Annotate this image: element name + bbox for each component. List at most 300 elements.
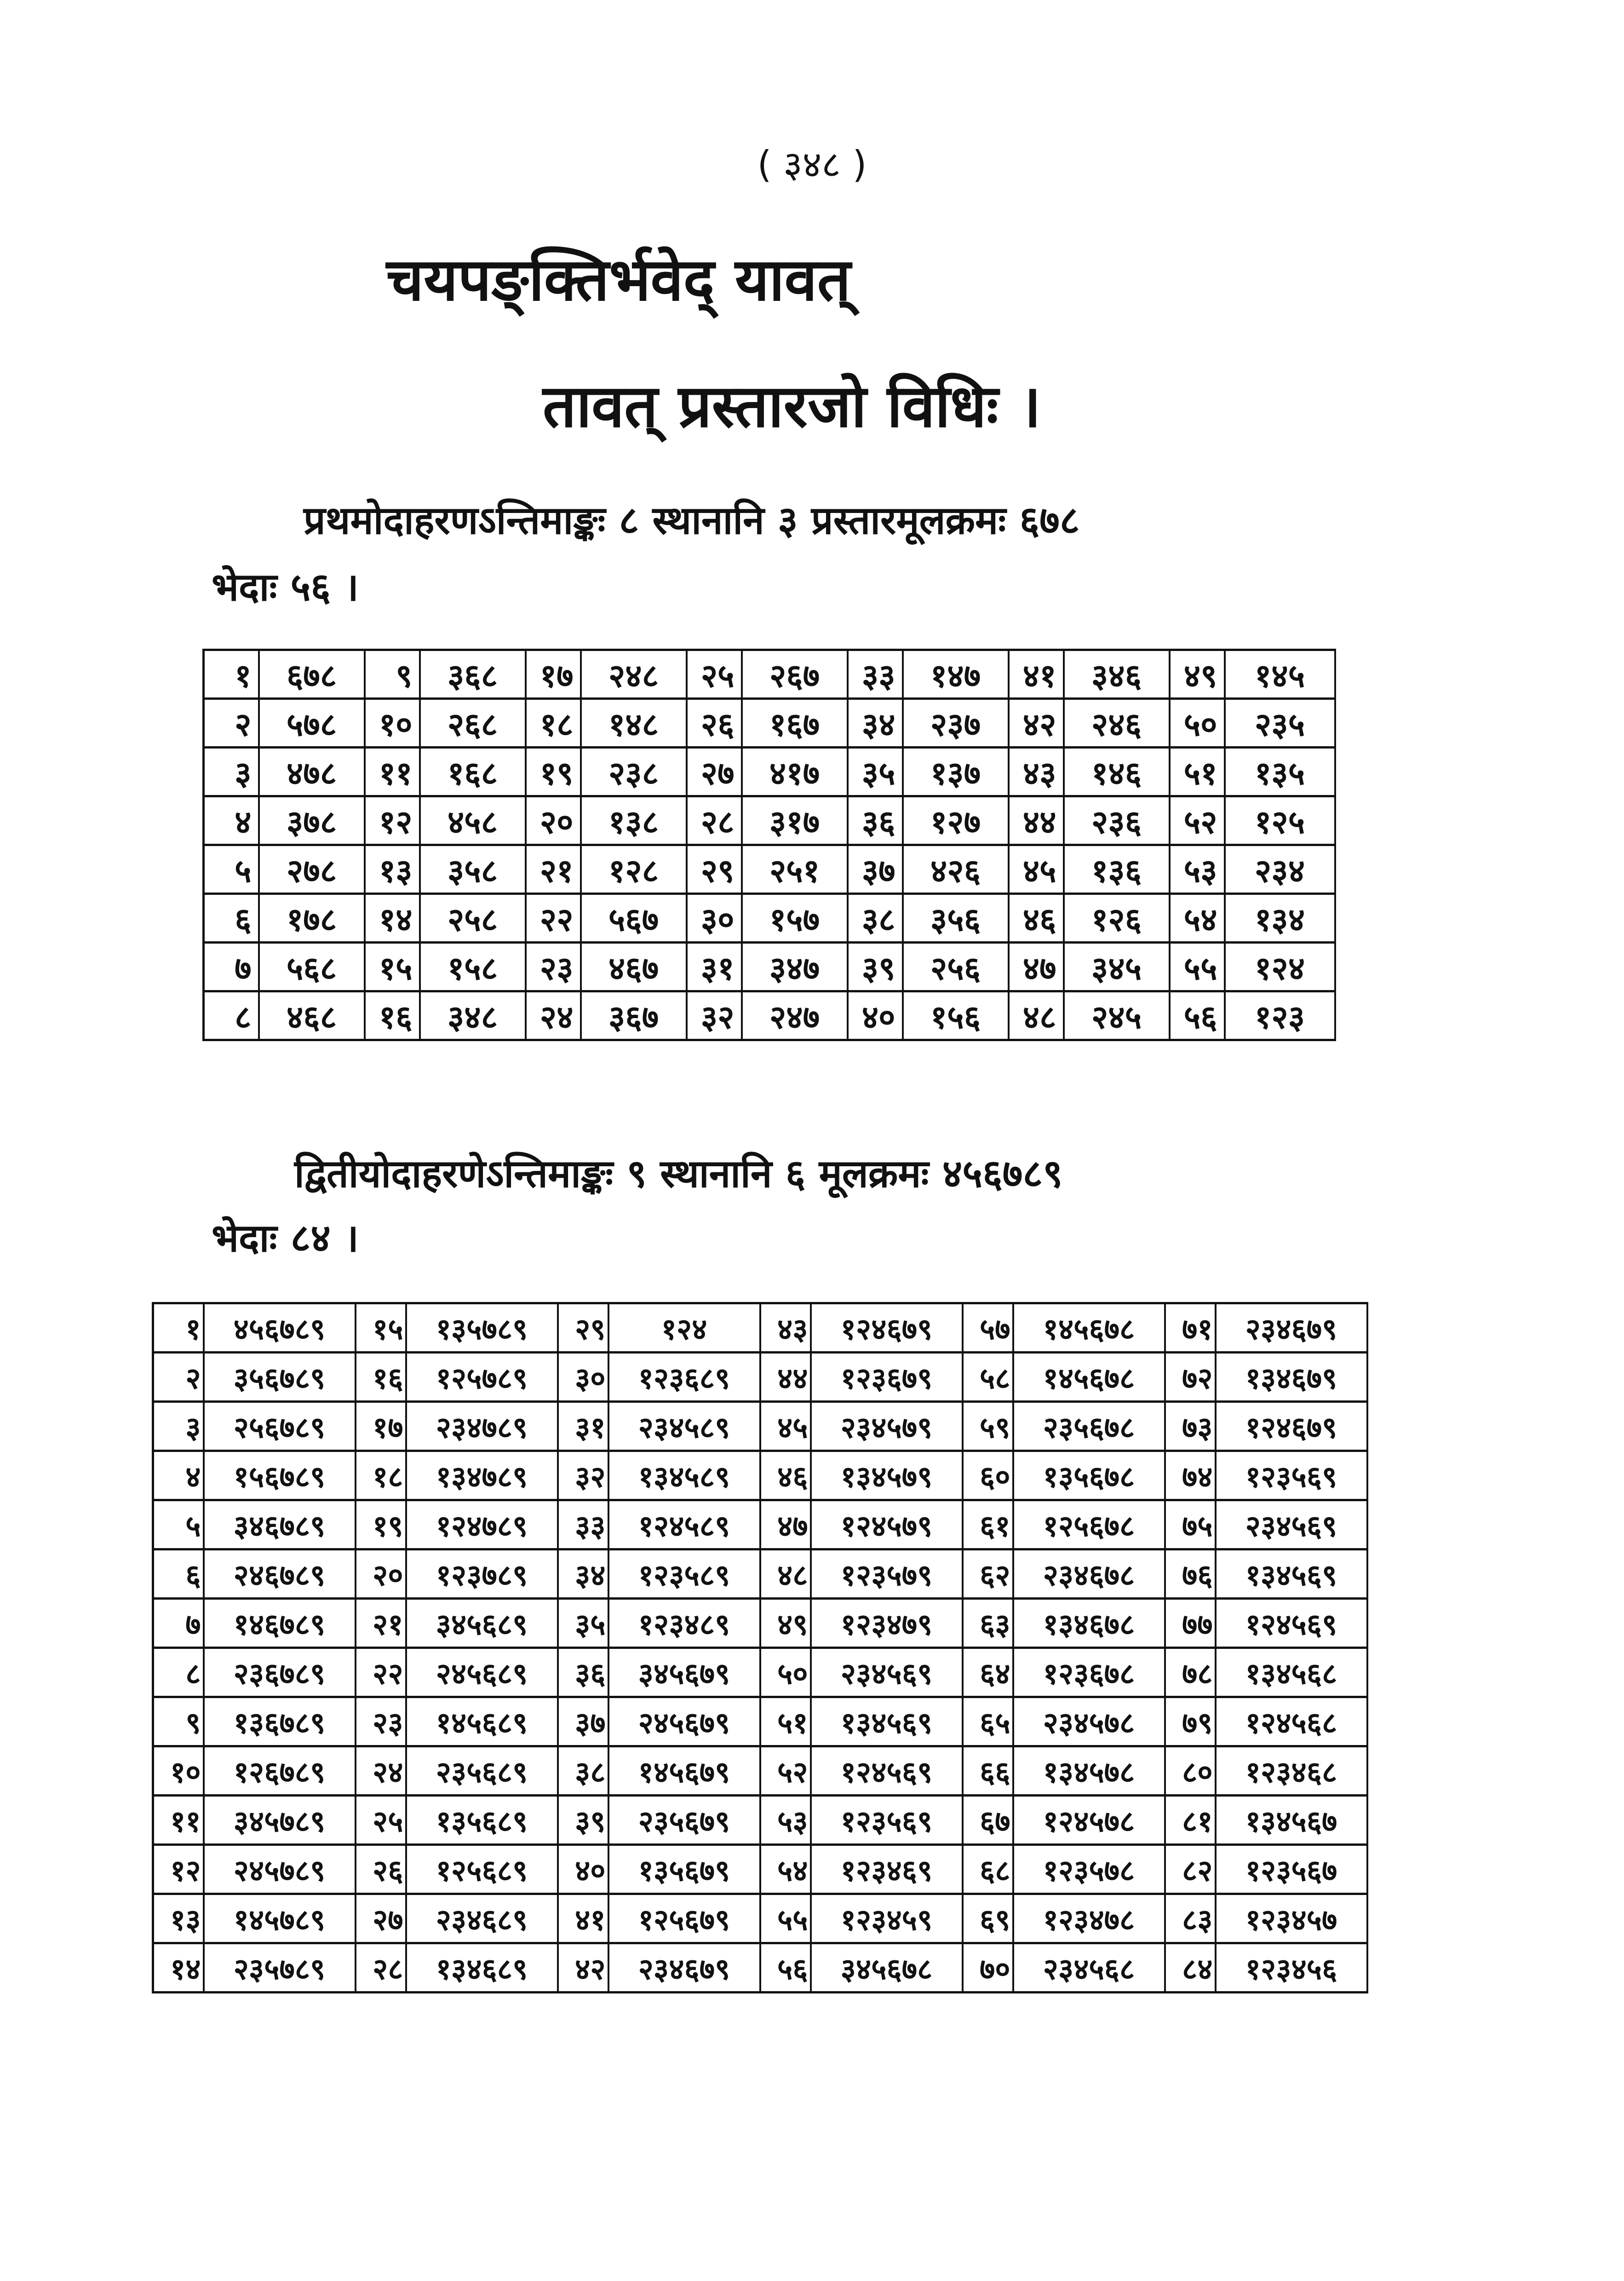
serial-number-cell: ६१ xyxy=(963,1500,1013,1549)
serial-number-cell: १७ xyxy=(356,1402,406,1451)
serial-number-cell: २५ xyxy=(356,1796,406,1845)
permutation-cell: १२४५६८ xyxy=(1216,1697,1367,1746)
permutation-cell: २३४६७९ xyxy=(1216,1303,1367,1353)
permutation-cell: १४५६७८ xyxy=(1013,1303,1165,1353)
example2-row xyxy=(153,1943,1367,1993)
permutation-cell: ३५८ xyxy=(420,845,526,894)
serial-number-cell: २७ xyxy=(687,748,742,796)
permutation-cell: १३४५८९ xyxy=(608,1451,760,1500)
permutation-cell: २३६ xyxy=(1064,796,1170,845)
serial-number-cell: ४७ xyxy=(760,1500,811,1549)
permutation-cell: ४६७ xyxy=(581,943,687,991)
permutation-cell: १२३७८९ xyxy=(406,1549,558,1599)
permutation-cell: १४७ xyxy=(903,650,1009,699)
serial-number-cell: १८ xyxy=(526,699,581,748)
permutation-cell: १२४६७९ xyxy=(811,1303,963,1353)
serial-number-cell: ७७ xyxy=(1165,1599,1216,1648)
permutation-cell: २४५७८९ xyxy=(204,1845,356,1894)
permutation-cell: १२३४५६ xyxy=(1216,1943,1367,1993)
permutation-cell: २३४५६९ xyxy=(1216,1500,1367,1549)
serial-number-cell: ५२ xyxy=(760,1746,811,1796)
permutation-cell: २५८ xyxy=(420,894,526,943)
permutation-cell: १५६७८९ xyxy=(204,1451,356,1500)
serial-number-cell: ४४ xyxy=(760,1353,811,1402)
serial-number-cell: ३० xyxy=(558,1353,608,1402)
serial-number-cell: ५१ xyxy=(1170,748,1225,796)
serial-number-cell: ३१ xyxy=(558,1402,608,1451)
permutation-cell: १२३४५९ xyxy=(811,1894,963,1943)
permutation-cell: ३५६ xyxy=(903,894,1009,943)
serial-number-cell: ४८ xyxy=(1009,991,1064,1040)
serial-number-cell: ६६ xyxy=(963,1746,1013,1796)
permutation-cell: १३४६७९ xyxy=(1216,1353,1367,1402)
permutation-cell: १२३५८९ xyxy=(608,1549,760,1599)
serial-number-cell: ५६ xyxy=(760,1943,811,1993)
permutation-cell: १२४५६९ xyxy=(811,1746,963,1796)
serial-number-cell: ५९ xyxy=(963,1402,1013,1451)
permutation-cell: ३४६ xyxy=(1064,650,1170,699)
permutation-cell: ५७८ xyxy=(259,699,365,748)
serial-number-cell: १७ xyxy=(526,650,581,699)
permutation-cell: ६७८ xyxy=(259,650,365,699)
serial-number-cell: ५१ xyxy=(760,1697,811,1746)
serial-number-cell: ५० xyxy=(1170,699,1225,748)
serial-number-cell: ४२ xyxy=(558,1943,608,1993)
permutation-cell: २६८ xyxy=(420,699,526,748)
serial-number-cell: ४३ xyxy=(1009,748,1064,796)
serial-number-cell: १ xyxy=(204,650,259,699)
permutation-cell: २३५६७९ xyxy=(608,1796,760,1845)
permutation-cell: १२४ xyxy=(1225,943,1335,991)
serial-number-cell: ५० xyxy=(760,1648,811,1697)
serial-number-cell: ४५ xyxy=(1009,845,1064,894)
serial-number-cell: ७१ xyxy=(1165,1303,1216,1353)
permutation-cell: २४५६८९ xyxy=(406,1648,558,1697)
example1-header: प्रथमोदाहरणऽन्तिमाङ्कः ८ स्थानानि ३ प्रस्तारमूलक्रमः ६७८ xyxy=(304,498,1080,543)
permutation-cell: १२३४७८ xyxy=(1013,1894,1165,1943)
permutation-cell: २४७ xyxy=(742,991,848,1040)
permutation-cell: ४७८ xyxy=(259,748,365,796)
serial-number-cell: २९ xyxy=(687,845,742,894)
serial-number-cell: ३७ xyxy=(848,845,903,894)
permutation-cell: २३४५६८ xyxy=(1013,1943,1165,1993)
permutation-cell: १२५७८९ xyxy=(406,1353,558,1402)
permutation-cell: १४६ xyxy=(1064,748,1170,796)
permutation-cell: १३४ xyxy=(1225,894,1335,943)
permutation-cell: १४५७८९ xyxy=(204,1894,356,1943)
serial-number-cell: ७९ xyxy=(1165,1697,1216,1746)
serial-number-cell: ४२ xyxy=(1009,699,1064,748)
permutation-cell: २३४६७८ xyxy=(1013,1549,1165,1599)
serial-number-cell: २० xyxy=(526,796,581,845)
serial-number-cell: २३ xyxy=(356,1697,406,1746)
permutation-cell: ४१७ xyxy=(742,748,848,796)
permutation-cell: ४२६ xyxy=(903,845,1009,894)
permutation-cell: १३४५६९ xyxy=(1216,1549,1367,1599)
example2-row xyxy=(153,1845,1367,1894)
serial-number-cell: ५५ xyxy=(1170,943,1225,991)
permutation-cell: १३४६८९ xyxy=(406,1943,558,1993)
example2-row xyxy=(153,1599,1367,1648)
example1-row xyxy=(204,650,1335,699)
serial-number-cell: २६ xyxy=(356,1845,406,1894)
serial-number-cell: २२ xyxy=(526,894,581,943)
permutation-cell: १३५६८९ xyxy=(406,1796,558,1845)
permutation-cell: ३४६७८९ xyxy=(204,1500,356,1549)
example1-row xyxy=(204,796,1335,845)
permutation-cell: १३५६७९ xyxy=(608,1845,760,1894)
serial-number-cell: ६३ xyxy=(963,1599,1013,1648)
permutation-cell: १२३४६८ xyxy=(1216,1746,1367,1796)
serial-number-cell: ७ xyxy=(204,943,259,991)
permutation-cell: २३५७८९ xyxy=(204,1943,356,1993)
permutation-cell: १७८ xyxy=(259,894,365,943)
example1-row xyxy=(204,894,1335,943)
example1-row xyxy=(204,943,1335,991)
serial-number-cell: ३४ xyxy=(848,699,903,748)
serial-number-cell: २२ xyxy=(356,1648,406,1697)
serial-number-cell: ५ xyxy=(204,845,259,894)
permutation-cell: १२७ xyxy=(903,796,1009,845)
serial-number-cell: १० xyxy=(153,1746,204,1796)
serial-number-cell: ५२ xyxy=(1170,796,1225,845)
permutation-cell: १५८ xyxy=(420,943,526,991)
serial-number-cell: ६४ xyxy=(963,1648,1013,1697)
permutation-cell: १२३५६९ xyxy=(811,1796,963,1845)
serial-number-cell: २४ xyxy=(526,991,581,1040)
permutation-cell: १३६ xyxy=(1064,845,1170,894)
permutation-cell: २५६७८९ xyxy=(204,1402,356,1451)
serial-number-cell: ९ xyxy=(153,1697,204,1746)
permutation-cell: १३४५७८ xyxy=(1013,1746,1165,1796)
serial-number-cell: १४ xyxy=(365,894,420,943)
serial-number-cell: १५ xyxy=(365,943,420,991)
serial-number-cell: ५६ xyxy=(1170,991,1225,1040)
permutation-cell: २३४ xyxy=(1225,845,1335,894)
permutation-cell: १२३५७९ xyxy=(811,1549,963,1599)
serial-number-cell: १२ xyxy=(153,1845,204,1894)
serial-number-cell: ६ xyxy=(153,1549,204,1599)
example2-header: द्वितीयोदाहरणेऽन्तिमाङ्कः ९ स्थानानि ६ मूलक्रमः ४५६७८९ xyxy=(294,1151,1063,1196)
serial-number-cell: ७२ xyxy=(1165,1353,1216,1402)
serial-number-cell: १९ xyxy=(526,748,581,796)
example2-row xyxy=(153,1353,1367,1402)
serial-number-cell: ११ xyxy=(153,1796,204,1845)
permutation-cell: १२३५६७ xyxy=(1216,1845,1367,1894)
serial-number-cell: ४८ xyxy=(760,1549,811,1599)
example1-table xyxy=(202,649,1336,1041)
serial-number-cell: ४१ xyxy=(558,1894,608,1943)
serial-number-cell: ३ xyxy=(204,748,259,796)
permutation-cell: १४५६७९ xyxy=(608,1746,760,1796)
permutation-cell: १४६७८९ xyxy=(204,1599,356,1648)
permutation-cell: २५१ xyxy=(742,845,848,894)
serial-number-cell: ३२ xyxy=(687,991,742,1040)
serial-number-cell: २७ xyxy=(356,1894,406,1943)
permutation-cell: १२३६८९ xyxy=(608,1353,760,1402)
permutation-cell: १२८ xyxy=(581,845,687,894)
serial-number-cell: ६७ xyxy=(963,1796,1013,1845)
permutation-cell: ३४५६८९ xyxy=(406,1599,558,1648)
example2-row xyxy=(153,1746,1367,1796)
serial-number-cell: १९ xyxy=(356,1500,406,1549)
serial-number-cell: ७० xyxy=(963,1943,1013,1993)
serial-number-cell: ८२ xyxy=(1165,1845,1216,1894)
permutation-cell: १३४७८९ xyxy=(406,1451,558,1500)
serial-number-cell: १३ xyxy=(153,1894,204,1943)
serial-number-cell: ७६ xyxy=(1165,1549,1216,1599)
permutation-cell: २४६७८९ xyxy=(204,1549,356,1599)
serial-number-cell: १६ xyxy=(356,1353,406,1402)
serial-number-cell: ३२ xyxy=(558,1451,608,1500)
permutation-cell: २४८ xyxy=(581,650,687,699)
permutation-cell: २३५६७८ xyxy=(1013,1402,1165,1451)
serial-number-cell: ४३ xyxy=(760,1303,811,1353)
example2-row xyxy=(153,1303,1367,1353)
serial-number-cell: २८ xyxy=(687,796,742,845)
serial-number-cell: ६२ xyxy=(963,1549,1013,1599)
serial-number-cell: ३४ xyxy=(558,1549,608,1599)
serial-number-cell: ५४ xyxy=(760,1845,811,1894)
permutation-cell: ३७८ xyxy=(259,796,365,845)
verse-line-2: तावत् प्रस्तारजो विधिः । xyxy=(543,372,1041,441)
serial-number-cell: १५ xyxy=(356,1303,406,1353)
serial-number-cell: १२ xyxy=(365,796,420,845)
serial-number-cell: ६५ xyxy=(963,1697,1013,1746)
serial-number-cell: ३६ xyxy=(848,796,903,845)
page-number: ( ३४८ ) xyxy=(757,143,867,186)
example2-count: भेदाः ८४ । xyxy=(212,1215,359,1261)
permutation-cell: ४५६७८९ xyxy=(204,1303,356,1353)
serial-number-cell: २५ xyxy=(687,650,742,699)
permutation-cell: १२३४६९ xyxy=(811,1845,963,1894)
serial-number-cell: ४९ xyxy=(760,1599,811,1648)
example2-row xyxy=(153,1697,1367,1746)
serial-number-cell: २ xyxy=(204,699,259,748)
permutation-cell: १२३ xyxy=(1225,991,1335,1040)
permutation-cell: १२३५७८ xyxy=(1013,1845,1165,1894)
permutation-cell: ३५६७८९ xyxy=(204,1353,356,1402)
permutation-cell: ३४७ xyxy=(742,943,848,991)
permutation-cell: १३५ xyxy=(1225,748,1335,796)
serial-number-cell: ४० xyxy=(848,991,903,1040)
permutation-cell: ३४५७८९ xyxy=(204,1796,356,1845)
permutation-cell: १२३४५७ xyxy=(1216,1894,1367,1943)
permutation-cell: २५६ xyxy=(903,943,1009,991)
permutation-cell: ३६८ xyxy=(420,650,526,699)
permutation-cell: १३५७८९ xyxy=(406,1303,558,1353)
permutation-cell: ४६८ xyxy=(259,991,365,1040)
serial-number-cell: ४६ xyxy=(760,1451,811,1500)
serial-number-cell: ८१ xyxy=(1165,1796,1216,1845)
example1-row xyxy=(204,699,1335,748)
serial-number-cell: २४ xyxy=(356,1746,406,1796)
serial-number-cell: ४ xyxy=(204,796,259,845)
serial-number-cell: ८० xyxy=(1165,1746,1216,1796)
permutation-cell: ३४८ xyxy=(420,991,526,1040)
serial-number-cell: ६९ xyxy=(963,1894,1013,1943)
permutation-cell: १२६ xyxy=(1064,894,1170,943)
serial-number-cell: ८ xyxy=(204,991,259,1040)
serial-number-cell: ८ xyxy=(153,1648,204,1697)
permutation-cell: १२४६७९ xyxy=(1216,1402,1367,1451)
example2-table xyxy=(152,1302,1368,1993)
serial-number-cell: २ xyxy=(153,1353,204,1402)
example2-row xyxy=(153,1402,1367,1451)
permutation-cell: १२६७८९ xyxy=(204,1746,356,1796)
serial-number-cell: ४ xyxy=(153,1451,204,1500)
serial-number-cell: ५ xyxy=(153,1500,204,1549)
serial-number-cell: १८ xyxy=(356,1451,406,1500)
serial-number-cell: ३५ xyxy=(558,1599,608,1648)
permutation-cell: २३८ xyxy=(581,748,687,796)
permutation-cell: २३४७८९ xyxy=(406,1402,558,1451)
serial-number-cell: ७४ xyxy=(1165,1451,1216,1500)
serial-number-cell: ४७ xyxy=(1009,943,1064,991)
serial-number-cell: ३५ xyxy=(848,748,903,796)
serial-number-cell: ३ xyxy=(153,1402,204,1451)
serial-number-cell: ३८ xyxy=(558,1746,608,1796)
permutation-cell: ४५८ xyxy=(420,796,526,845)
serial-number-cell: ५८ xyxy=(963,1353,1013,1402)
example2-row xyxy=(153,1451,1367,1500)
serial-number-cell: ४१ xyxy=(1009,650,1064,699)
permutation-cell: १२४ xyxy=(608,1303,760,1353)
serial-number-cell: ६८ xyxy=(963,1845,1013,1894)
serial-number-cell: ११ xyxy=(365,748,420,796)
permutation-cell: १४५६८९ xyxy=(406,1697,558,1746)
permutation-cell: १४८ xyxy=(581,699,687,748)
permutation-cell: २३४५६९ xyxy=(811,1648,963,1697)
permutation-cell: १३५६७८ xyxy=(1013,1451,1165,1500)
serial-number-cell: ५३ xyxy=(1170,845,1225,894)
serial-number-cell: ७३ xyxy=(1165,1402,1216,1451)
serial-number-cell: २६ xyxy=(687,699,742,748)
permutation-cell: १२३४७९ xyxy=(811,1599,963,1648)
serial-number-cell: १० xyxy=(365,699,420,748)
permutation-cell: २३४६७९ xyxy=(608,1943,760,1993)
permutation-cell: २७८ xyxy=(259,845,365,894)
serial-number-cell: ५७ xyxy=(963,1303,1013,1353)
permutation-cell: २३७ xyxy=(903,699,1009,748)
permutation-cell: १३४५६९ xyxy=(811,1697,963,1746)
permutation-cell: २३६७८९ xyxy=(204,1648,356,1697)
permutation-cell: १५६ xyxy=(903,991,1009,1040)
example1-row xyxy=(204,845,1335,894)
serial-number-cell: ७५ xyxy=(1165,1500,1216,1549)
permutation-cell: ५६८ xyxy=(259,943,365,991)
example2-row xyxy=(153,1894,1367,1943)
serial-number-cell: ३० xyxy=(687,894,742,943)
permutation-cell: १२३६७९ xyxy=(811,1353,963,1402)
serial-number-cell: २३ xyxy=(526,943,581,991)
permutation-cell: १३४५६८ xyxy=(1216,1648,1367,1697)
permutation-cell: १२५६७८ xyxy=(1013,1500,1165,1549)
permutation-cell: ३४५ xyxy=(1064,943,1170,991)
example2-row xyxy=(153,1549,1367,1599)
permutation-cell: ३६७ xyxy=(581,991,687,1040)
permutation-cell: २३४५७८ xyxy=(1013,1697,1165,1746)
permutation-cell: १६८ xyxy=(420,748,526,796)
permutation-cell: ३१७ xyxy=(742,796,848,845)
permutation-cell: २३४५८९ xyxy=(608,1402,760,1451)
serial-number-cell: २९ xyxy=(558,1303,608,1353)
serial-number-cell: २१ xyxy=(526,845,581,894)
serial-number-cell: ५५ xyxy=(760,1894,811,1943)
serial-number-cell: ३६ xyxy=(558,1648,608,1697)
permutation-cell: १३७ xyxy=(903,748,1009,796)
serial-number-cell: २१ xyxy=(356,1599,406,1648)
example1-count: भेदाः ५६ । xyxy=(212,564,359,610)
serial-number-cell: १३ xyxy=(365,845,420,894)
serial-number-cell: १६ xyxy=(365,991,420,1040)
permutation-cell: १२५६८९ xyxy=(406,1845,558,1894)
permutation-cell: १२३६७८ xyxy=(1013,1648,1165,1697)
serial-number-cell: ७ xyxy=(153,1599,204,1648)
example2-row xyxy=(153,1796,1367,1845)
serial-number-cell: ३९ xyxy=(558,1796,608,1845)
permutation-cell: १२५ xyxy=(1225,796,1335,845)
permutation-cell: १५७ xyxy=(742,894,848,943)
serial-number-cell: २० xyxy=(356,1549,406,1599)
permutation-cell: २३४५७९ xyxy=(811,1402,963,1451)
verse-line-1: चयपङ्क्तिर्भवेद् यावत् xyxy=(386,246,851,314)
serial-number-cell: ३३ xyxy=(558,1500,608,1549)
permutation-cell: २४५६७९ xyxy=(608,1697,760,1746)
serial-number-cell: ३७ xyxy=(558,1697,608,1746)
serial-number-cell: ४० xyxy=(558,1845,608,1894)
serial-number-cell: ४४ xyxy=(1009,796,1064,845)
serial-number-cell: ३९ xyxy=(848,943,903,991)
permutation-cell: १४५६७८ xyxy=(1013,1353,1165,1402)
permutation-cell: १६७ xyxy=(742,699,848,748)
serial-number-cell: ९ xyxy=(365,650,420,699)
permutation-cell: १२४७८९ xyxy=(406,1500,558,1549)
permutation-cell: ५६७ xyxy=(581,894,687,943)
serial-number-cell: २८ xyxy=(356,1943,406,1993)
permutation-cell: १३४५७९ xyxy=(811,1451,963,1500)
serial-number-cell: ४५ xyxy=(760,1402,811,1451)
permutation-cell: २३४६८९ xyxy=(406,1894,558,1943)
permutation-cell: १२४५८९ xyxy=(608,1500,760,1549)
permutation-cell: १२४५६९ xyxy=(1216,1599,1367,1648)
serial-number-cell: ५३ xyxy=(760,1796,811,1845)
permutation-cell: २६७ xyxy=(742,650,848,699)
serial-number-cell: १४ xyxy=(153,1943,204,1993)
example1-row xyxy=(204,748,1335,796)
serial-number-cell: ७८ xyxy=(1165,1648,1216,1697)
permutation-cell: १३४६७८ xyxy=(1013,1599,1165,1648)
permutation-cell: ३४५६७९ xyxy=(608,1648,760,1697)
serial-number-cell: ८३ xyxy=(1165,1894,1216,1943)
permutation-cell: १३६७८९ xyxy=(204,1697,356,1746)
serial-number-cell: ८४ xyxy=(1165,1943,1216,1993)
serial-number-cell: ३१ xyxy=(687,943,742,991)
permutation-cell: २३५६८९ xyxy=(406,1746,558,1796)
serial-number-cell: ६ xyxy=(204,894,259,943)
example2-row xyxy=(153,1500,1367,1549)
permutation-cell: २४६ xyxy=(1064,699,1170,748)
serial-number-cell: ४६ xyxy=(1009,894,1064,943)
serial-number-cell: ४९ xyxy=(1170,650,1225,699)
permutation-cell: १२४५७९ xyxy=(811,1500,963,1549)
permutation-cell: १३४५६७ xyxy=(1216,1796,1367,1845)
serial-number-cell: ३८ xyxy=(848,894,903,943)
example2-row xyxy=(153,1648,1367,1697)
permutation-cell: २४५ xyxy=(1064,991,1170,1040)
serial-number-cell: १ xyxy=(153,1303,204,1353)
permutation-cell: १२४५७८ xyxy=(1013,1796,1165,1845)
